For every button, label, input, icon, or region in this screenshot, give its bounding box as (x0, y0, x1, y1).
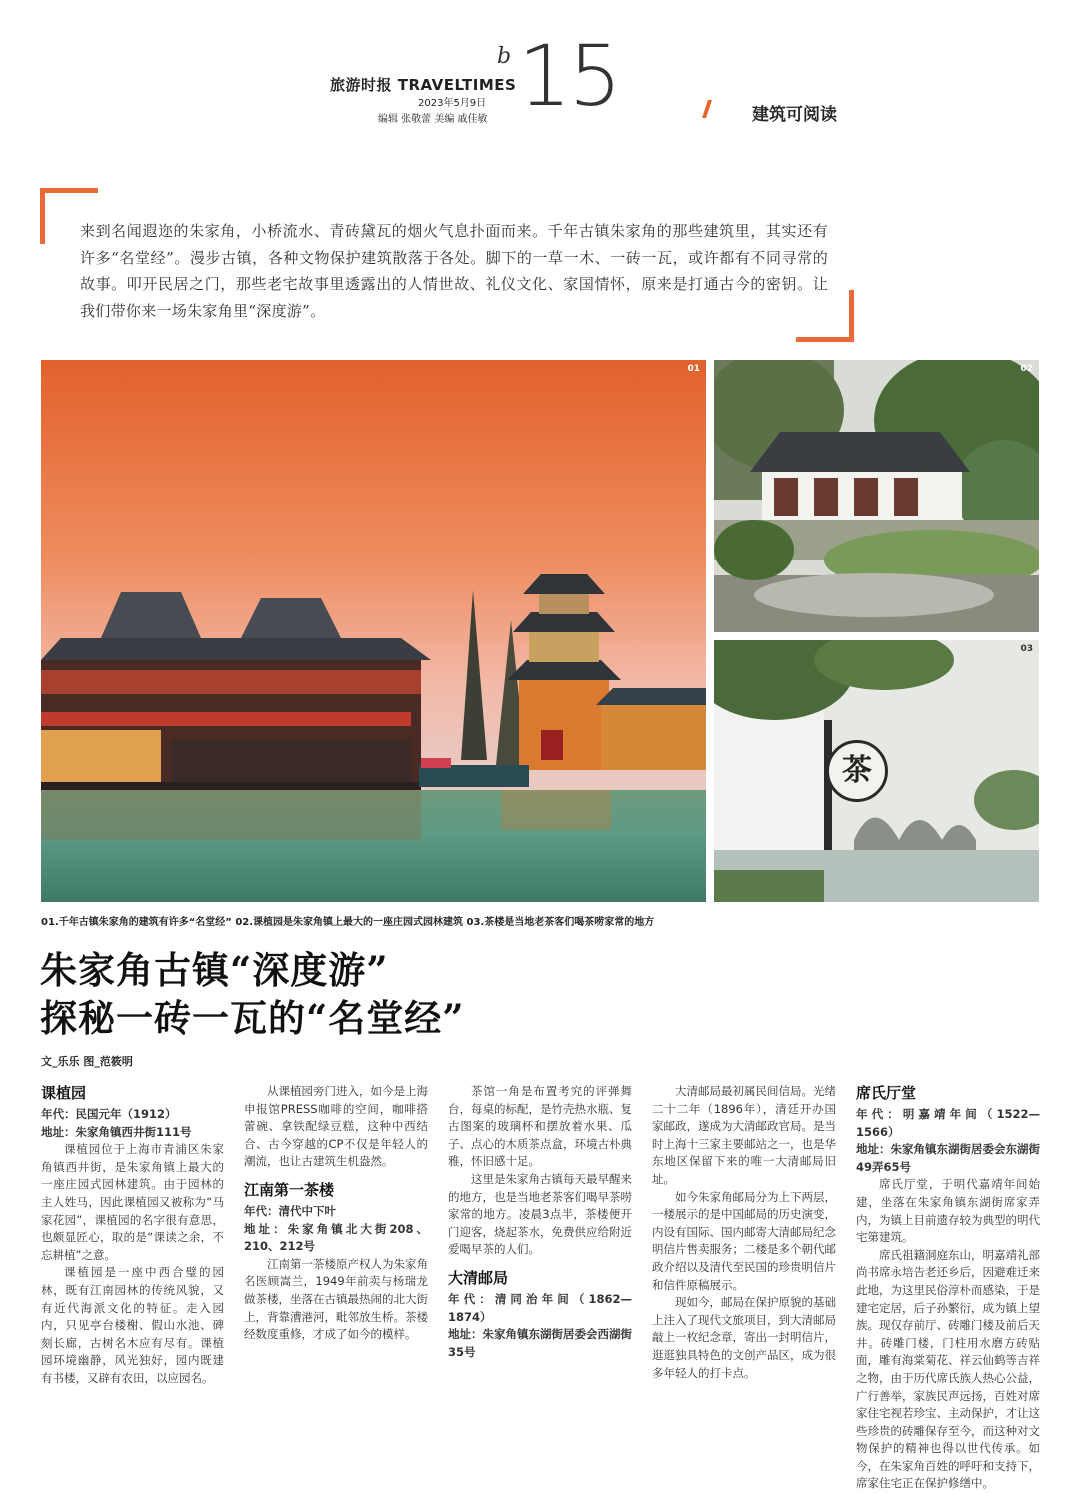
issue-date: 2023年5月9日 (418, 98, 487, 109)
column-4 (652, 1083, 836, 1382)
photo-caption: 01.千年古镇朱家角的建筑有许多“名堂经” 02.课植园是朱家角镇上最大的一座庄园式园林建筑 03.茶楼是当地老茶客们喝茶唠家常的地方 (41, 917, 655, 928)
tea-sign: 茶 (826, 740, 888, 802)
era-kezhiyuan: 年代：民国元年（1912） (41, 1107, 177, 1121)
article-title-kezhiyuan: 课植园 (41, 1084, 87, 1102)
section-title: 建筑可阅读 (752, 105, 837, 125)
paragraph: 江南第一茶楼原产权人为朱家角名医顾嵩兰，1949年前卖与杨瑞龙做茶楼，坐落在古镇最热闹的北大街上，背靠漕港河，毗邻放生桥。茶楼经数度重修，才成了如今的模样。 (244, 1256, 428, 1342)
address-youju: 地址：朱家角镇东湖街居委会西湖街35号 (448, 1327, 632, 1359)
paragraph: 茶馆一角是布置考究的评弹舞台，每桌的标配，是竹壳热水瓶、复古图案的玻璃杯和摆放着水果、瓜子、点心的木质茶点盒，环境古朴典雅，怀旧感十足。 (448, 1084, 632, 1169)
paragraph: 大清邮局最初属民间信局。光绪二十二年（1896年），清廷开办国家邮政，遂成为大清邮政官局。是当时上海十三家主要邮站之一，也是华东地区保留下来的唯一大清邮局旧址。 (652, 1084, 836, 1186)
page-number: 15 (518, 27, 619, 125)
paragraph: 席氏厅堂，于明代嘉靖年间始建，坐落在朱家角镇东湖街席家弄内，为镇上目前遗存较为典型的明代宅第建筑。 (856, 1177, 1040, 1245)
paragraph: 从课植园旁门进入，如今是上海申报馆PRESS咖啡的空间，咖啡搭蕾碗、拿铁配绿豆糕，这种中西结合、古今穿越的CP不仅是年轻人的潮流，也让古建筑生机盎然。 (244, 1084, 428, 1169)
intro-paragraph: 来到名闻遐迩的朱家角，小桥流水、青砖黛瓦的烟火气息扑面而来。千年古镇朱家角的那些建筑里，其实还有许多“名堂经”。漫步古镇，各种文物保护建筑散落于各处。脚下的一草一木、一砖一瓦，或许都有不同寻常的故事。叩开民居之门，那些老宅故事里透露出的人情世故、礼仪文化、家国情怀，原来是打通古今的密钥。让我们带你来一场朱家角里“深度游”。 (80, 222, 828, 320)
photo-number-01: 01 (687, 364, 700, 374)
paragraph: 课植园是一座中西合璧的园林，既有江南园林的传统风貌，又有近代海派文化的特征。走入园内，只见亭台楼榭、假山水池、碑刻长廊，古树名木应有尽有。课植园环境幽静，风光独好，园内既建有书楼，又辟有农田，以应园名。 (41, 1265, 224, 1385)
column-1 (41, 1083, 224, 1388)
photo-teahouse-bridge (714, 640, 1039, 902)
column-2 (244, 1083, 428, 1344)
masthead-title: 旅游时报 TRAVELTIMES (330, 76, 517, 94)
headline-line-2: 探秘一砖一瓦的“名堂经” (40, 996, 465, 1040)
paragraph: 课植园位于上海市青浦区朱家角镇西井街，是朱家角镇上最大的一座庄园式园林建筑。由于园林的主人姓马，因此课植园又被称为“马家花园”，课植园的名字很有意思，也颇显匠心，取的是“课读之余，不忘耕植”之意。 (41, 1142, 224, 1262)
address-xishi: 地址：朱家角镇东湖街居委会东湖街49弄65号 (856, 1142, 1040, 1174)
column-3 (448, 1083, 632, 1361)
byline: 文_乐乐 图_范筱明 (41, 1055, 133, 1068)
paragraph: 现如今，邮局在保护原貌的基础上注入了现代文旅项目，到大清邮局敲上一枚纪念章，寄出一封明信片，逛逛独具特色的文创产品区，成为很多年轻人的打卡点。 (652, 1295, 836, 1380)
photo-number-03: 03 (1020, 644, 1033, 654)
photo-zhujiajiao-sunset (41, 360, 706, 902)
era-youju: 年代：清同治年间（1862—1874） (448, 1291, 632, 1324)
headline (40, 946, 465, 1042)
era-xishi: 年代：明嘉靖年间（1522—1566） (856, 1107, 1040, 1139)
headline-line-1: 朱家角古镇“深度游” (40, 948, 389, 992)
paragraph: 这里是朱家角古镇每天最早醒来的地方，也是当地老茶客们喝早茶唠家常的地方。凌晨3点半，茶楼便开门迎客，烧起茶水，免费供应给附近爱喝早茶的人们。 (448, 1171, 632, 1257)
edition-letter: b (497, 44, 512, 69)
editor-credit: 编辑 张敬蕾 美编 戚佳敏 (378, 114, 488, 125)
article-title-xishi: 席氏厅堂 (856, 1084, 917, 1102)
section-slash-divider (702, 100, 712, 118)
article-title-youju: 大清邮局 (448, 1268, 509, 1287)
paragraph: 如今朱家角邮局分为上下两层，一楼展示的是中国邮局的历史演变，内设有国际、国内邮寄大清邮局纪念明信片售卖服务；二楼是多个朝代邮政介绍以及清代至民国的珍贵明信片和信件原稿展示。 (652, 1189, 836, 1292)
paragraph: 席氏祖籍洞庭东山，明嘉靖礼部尚书席永培告老还乡后，因避难迁来此地，为这里民俗淳朴而感染，于是建宅定居，后子孙繁衍，成为镇上望族。现仅存前厅、砖雕门楼及前后天井。砖雕门楼，门柱用水磨方砖贴面，雕有海棠菊花、祥云仙鹤等吉祥之物，由于历代席氏族人热心公益，广行善举，家族民声远扬，百姓对席家住宅视若珍宝、主动保护，才让这些珍贵的砖雕保存至今，而这种对文物保护的精神也得以世代传承。如今，在朱家角百姓的呼吁和支持下，席家住宅正在保护修缮中。 (856, 1247, 1040, 1491)
era-chalou: 年代：清代中下叶 (244, 1203, 336, 1218)
photo-number-02: 02 (1020, 364, 1033, 374)
address-chalou: 地址：朱家角镇北大街208、210、212号 (244, 1221, 428, 1254)
column-5 (856, 1083, 1040, 1493)
address-kezhiyuan: 地址：朱家角镇西井街111号 (41, 1124, 192, 1139)
photo-kezhiyuan-garden (714, 360, 1039, 632)
article-title-chalou: 江南第一茶楼 (244, 1180, 335, 1199)
